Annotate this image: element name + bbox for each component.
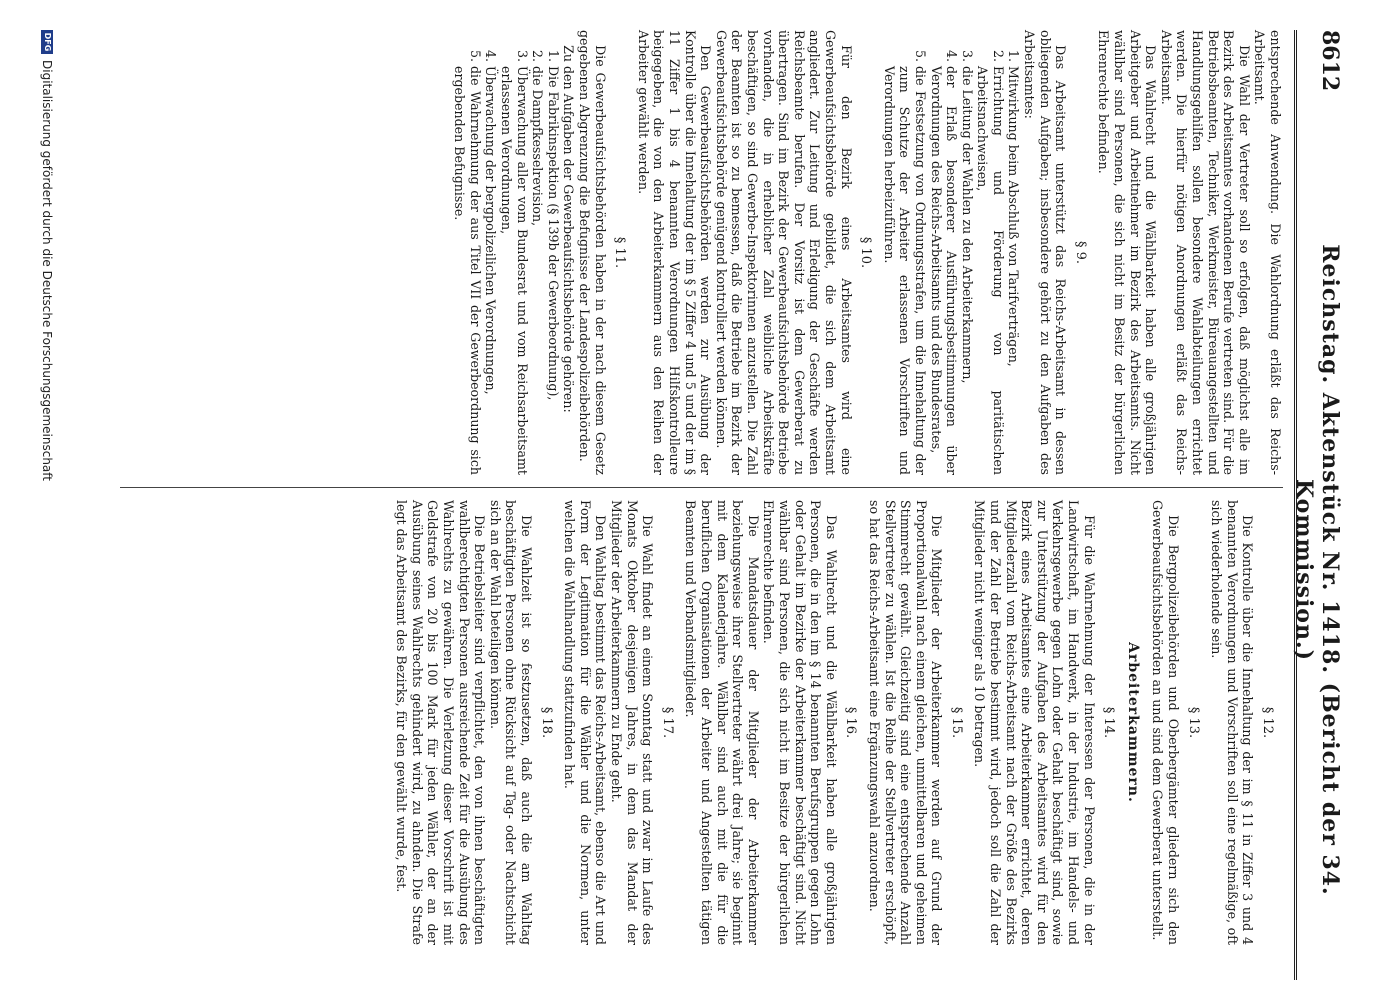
digitization-credit	[40, 30, 54, 970]
page-header	[1291, 30, 1343, 980]
section-title-14: § 14.	[1101, 706, 1117, 739]
section-heading-arbeiterkammern: Arbeiterkammern.	[1124, 642, 1141, 803]
paragraph: Für die Wahrnehmung der Interessen der Personen, die in der Landwirtschaft, im Handwerk, in der Industrie, im Handels- und Verkehrsgewerbe gegen Lohn oder Gehalt beschäftigt sind, sowie zur Unterstützung der Aufgaben des Arbeitsamtes wird für den Bezirk eines Arbeitsamtes eine Arbeiterkammer errichtet, deren Mitgliederzahl vom Reichs-Arbeitsamt nach der Größe des Bezirks und der Zahl der Betriebe bestimmt wird, jedoch soll die Zahl der Mitglieder nicht weniger als 10 betragen.	[972, 500, 1097, 945]
list-item: 5. die Wahrnehmung der aus Titel VII der Gewerbeordnung sich ergebenden Befugnisse.	[452, 66, 483, 475]
list-section-11	[452, 48, 561, 475]
section-title-9: § 9.	[1072, 240, 1088, 265]
list-item: 3. Überwachung aller vom Bundesrat und vom Reichsarbeitsamt erlassenen Verordnungen,	[499, 66, 530, 475]
left-column	[120, 30, 1283, 475]
paragraph: entsprechende Anwendung. Die Wahlordnung erläßt das Reichs-Arbeitsamt.	[1252, 30, 1283, 475]
section-title-11: § 11.	[612, 236, 628, 269]
list-item: 1. Die Fabrikinspektion (§ 139b der Gewerbeordnung),	[545, 66, 561, 475]
paragraph: Das Wahlrecht und die Wählbarkeit haben alle großjährigen Personen, die in den im § 14 benannten Berufsgruppen gegen Lohn oder Gehalt im Bezirke der Arbeiterkammer beschäftigt sind. Nicht wählbar sind Personen, die sich nicht im Besitze der bürgerlichen Ehrenrechte befinden.	[761, 500, 839, 945]
list-section-9	[881, 48, 1021, 475]
section-title-12: § 12.	[1260, 706, 1275, 739]
paragraph: Die Kontrolle über die Innehaltung der im § 11 in Ziffer 3 und 4 benannten Verordnungen und Vorschriften soll eine regelmäßige, oft sich wiederholende sein.	[1209, 500, 1256, 945]
paragraph: Zu den Aufgaben der Gewerbeaufsichtsbehörde gehören:	[561, 45, 577, 413]
page-number: 8612	[1317, 30, 1343, 92]
section-title-15: § 15.	[948, 706, 964, 739]
section-title-16: § 16.	[843, 706, 859, 739]
paragraph: Die Betriebsleiter sind verpflichtet, den von ihnen beschäftigten wahlberechtigten Personen ausreichende Zeit für die Ausübung des Wahlrechts zu gewähren. Die Verletzung dieser Vorschrift ist mit Geldstrafe von 20 bis 100 Mark für jeden Wähler, der an der Ausübung seines Wahlrechts gehindert wird, zu ahnden. Die Strafe legt das Arbeitsamt des Bezirks, für den gewählt wurde, fest.	[394, 500, 488, 945]
list-item: 5. die Festsetzung von Ordnungsstrafen, um die Innehaltung der zum Schutze der Arbeiter erlassenen Vorschriften und Verordnungen herbeizuführen.	[881, 66, 928, 475]
list-item: 2. Errichtung und Förderung von paritätischen Arbeitsnachweisen,	[975, 66, 1006, 475]
page-title: Reichstag. Aktenstück Nr. 1418. (Bericht der 34. Kommission.)	[1291, 244, 1343, 896]
paragraph: Das Wahlrecht und die Wählbarkeit haben alle großjährigen Arbeitgeber und Arbeitnehmer im Bezirk des Arbeitsamts. Nicht wählbar sind Personen, die sich nicht im Besitz der bürgerlichen Ehrenrechte befinden.	[1096, 30, 1159, 475]
paragraph: Die Mandatsdauer der Mitglieder der Arbeiterkammer beziehungsweise ihrer Stellvertreter währt drei Jahre; sie beginnt mit dem Kalenderjahre. Wählbar sind auch mit die für die beruflichen Organisationen der Arbeiter und Angestellten tätigen Beamten und Verbandsmitglieder.	[683, 500, 761, 945]
list-item: 2. die Dampfkesselrevision,	[530, 66, 546, 475]
section-title-17: § 17.	[659, 706, 675, 739]
list-item: 4. der Erlaß besonderer Ausführungsbestimmungen über Verordnungen des Reichs-Arbeitsamts und des Bundesrates,	[928, 66, 959, 475]
header-rule	[1294, 30, 1297, 980]
list-item: 3. die Leitung der Wahlen zu den Arbeiterkammern,	[959, 66, 975, 475]
paragraph: Den Wahltag bestimmt das Reichs-Arbeitsamt, ebenso die Art und Form der Legitimation für die Wähler und die Normen, unter welchen die Wahlhandlung stattzufinden hat.	[562, 500, 609, 945]
right-column	[120, 500, 1283, 945]
section-title-18: § 18.	[538, 706, 554, 739]
list-item: 1. Mitwirkung beim Abschluß von Tarifverträgen,	[1006, 66, 1022, 475]
paragraph: Das Arbeitsamt unterstützt das Reichs-Arbeitsamt in dessen obliegenden Aufgaben; insbesondere gehört zu den Aufgaben des Arbeitsamtes:	[1022, 30, 1069, 475]
paragraph: Für den Bezirk eines Arbeitsamtes wird eine Gewerbeaufsichtsbehörde gebildet, die sich dem Arbeitsamt angliedert. Zur Leitung und Erledigung der Geschäfte werden Reichsbeamte berufen. Der Vorsitz ist dem Gewerberat zu übertragen. Sind im Bezirk der Gewerbeaufsichtsbehörde Betriebe vorhanden, die in erheblicher Zahl weibliche Arbeitskräfte beschäftigen, so sind Gewerbe-Inspektorinnen anzustellen. Die Zahl der Beamten ist so zu bemessen, daß die Betriebe im Bezirk der Gewerbeaufsichtsbehörde genügend kontrolliert werden können.	[713, 30, 854, 475]
paragraph: Die Bergpolizeibehörden und Oberbergämter gliedern sich den Gewerbeaufsichtsbehörden an und sind dem Gewerberat unterstellt.	[1150, 500, 1182, 945]
section-title-10: § 10.	[858, 236, 874, 269]
dfg-logo: DFG	[41, 30, 53, 54]
column-divider	[120, 487, 1283, 488]
paragraph: Den Gewerbeaufsichtsbehörden werden zur Ausübung der Kontrolle über die Innehaltung der im § 5 Ziffer 4 und 5 und der im § 11 Ziffer 1 bis 4 benannten Verordnungen Hilfskontrolleure beigegeben, die von den Arbeiterkammern aus den Reihen der Arbeiter gewählt werden.	[635, 30, 714, 475]
paragraph: Die Mitglieder der Arbeiterkammer werden auf Grund der Proportionalwahl nach einem gleichen, unmittelbaren und geheimen Stimmrecht gewählt. Gleichzeitig sind eine entsprechende Anzahl Stellvertreter zu wählen. Ist die Reihe der Stellvertreter erschöpft, so hat das Reichs-Arbeitsamt eine Ergänzungswahl anzuordnen.	[866, 500, 945, 945]
credit-text: Digitalisierung gefördert durch die Deutsche Forschungsgemeinschaft	[40, 60, 54, 482]
paragraph: Die Wahl findet an einem Sonntag statt und zwar im Laufe des Monats Oktober desjenigen Jahres, in dem das Mandat der Mitglieder der Arbeiterkammern zu Ende geht.	[609, 500, 656, 945]
section-title-13: § 13.	[1185, 706, 1201, 739]
paragraph: Die Wahl der Vertreter soll so erfolgen, daß möglichst alle im Bezirk des Arbeitsamtes vorhandenen Berufe vertreten sind. Für die Betriebsbeamten, Techniker, Werkmeister, Büreauangestellten und Handlungsgehilfen sollen besondere Wahlabteilungen errichtet werden. Die hierfür nötigen Anordnungen erläßt das Reichs-Arbeitsamt.	[1158, 30, 1252, 475]
paragraph: Die Gewerbeaufsichtsbehörden haben in der nach diesem Gesetz gegebenen Abgrenzung die Befugnisse der Landespolizeibehörden.	[577, 30, 608, 475]
paragraph: Die Wahlzeit ist so festzusetzen, daß auch die am Wahltag beschäftigten Personen ohne Rücksicht auf Tag- oder Nachtschicht sich an der Wahl beteiligen können.	[487, 500, 535, 945]
list-item: 4. Überwachung der bergpolizeilichen Verordnungen,	[483, 66, 499, 475]
